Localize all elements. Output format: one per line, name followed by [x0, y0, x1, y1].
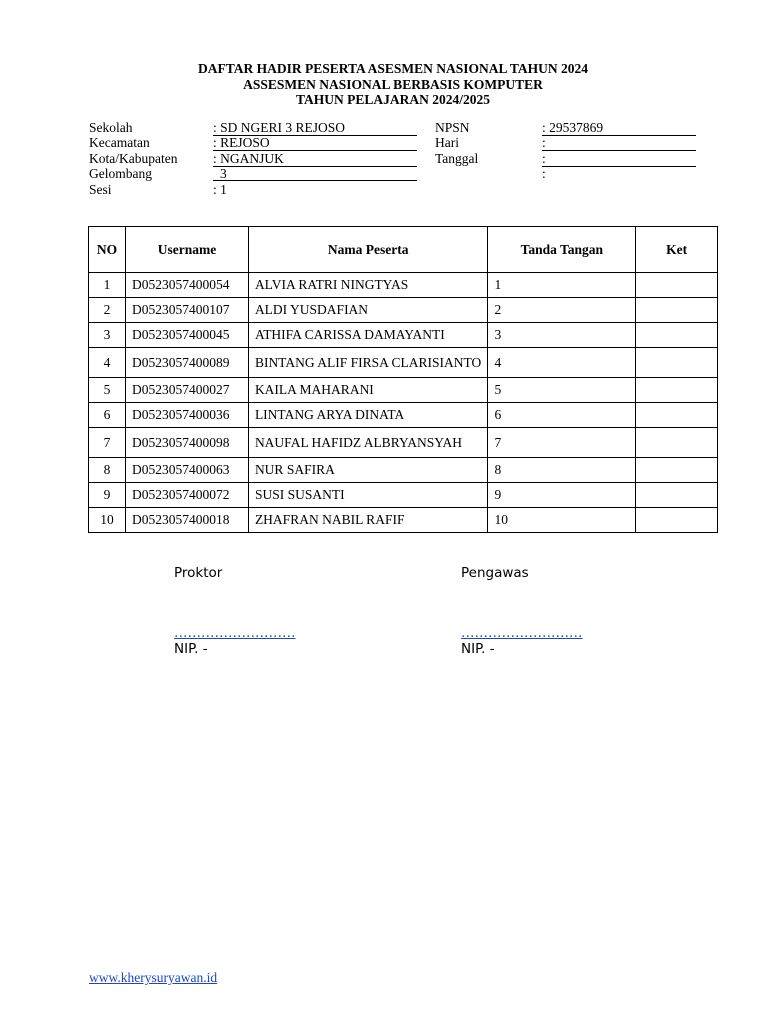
gelombang-value: 3 [213, 166, 417, 181]
table-row [89, 323, 718, 348]
pengawas-signature-line: ……………………… [461, 625, 583, 641]
row-no: 5 [89, 378, 126, 403]
row-ket [636, 403, 718, 428]
row-nama: ZHAFRAN NABIL RAFIF [248, 508, 488, 533]
row-ket [636, 483, 718, 508]
hari-label: Hari [435, 135, 459, 150]
row-ket [636, 323, 718, 348]
row-nama: ALDI YUSDAFIAN [248, 298, 488, 323]
row-username: D0523057400054 [125, 273, 248, 298]
header-no: NO [89, 227, 126, 273]
header-nama-peserta: Nama Peserta [248, 227, 488, 273]
table-row [89, 378, 718, 403]
row-nama: ATHIFA CARISSA DAMAYANTI [248, 323, 488, 348]
proktor-label: Proktor [174, 565, 223, 581]
proktor-signature-line: ……………………… [174, 625, 296, 641]
row-username: D0523057400036 [125, 403, 248, 428]
row-username: D0523057400027 [125, 378, 248, 403]
pengawas-nip: NIP. - [461, 641, 495, 657]
row-tanda-tangan: 6 [488, 403, 636, 428]
row-nama: SUSI SUSANTI [248, 483, 488, 508]
table-row [89, 458, 718, 483]
row-nama: ALVIA RATRI NINGTYAS [248, 273, 488, 298]
header-tanda-tangan: Tanda Tangan [488, 227, 636, 273]
proktor-nip: NIP. - [174, 641, 208, 657]
row-tanda-tangan: 10 [488, 508, 636, 533]
extra-value: : [542, 166, 546, 181]
row-no: 10 [89, 508, 126, 533]
row-tanda-tangan: 8 [488, 458, 636, 483]
table-row [89, 298, 718, 323]
npsn-label: NPSN [435, 120, 470, 135]
title-line-3: TAHUN PELAJARAN 2024/2025 [295, 92, 490, 107]
kecamatan-label: Kecamatan [89, 135, 150, 150]
row-no: 9 [89, 483, 126, 508]
row-username: D0523057400072 [125, 483, 248, 508]
table-row [89, 428, 718, 458]
row-no: 8 [89, 458, 126, 483]
row-ket [636, 298, 718, 323]
table-row [89, 403, 718, 428]
tanggal-value: : [542, 151, 696, 167]
header-username: Username [125, 227, 248, 273]
row-nama: NAUFAL HAFIDZ ALBRYANSYAH [248, 428, 488, 458]
row-tanda-tangan: 1 [488, 273, 636, 298]
sesi-value: : 1 [213, 182, 227, 197]
row-no: 4 [89, 348, 126, 378]
row-ket [636, 348, 718, 378]
tanggal-label: Tanggal [435, 151, 479, 166]
row-username: D0523057400098 [125, 428, 248, 458]
row-ket [636, 508, 718, 533]
footer-website-link[interactable]: www.kherysuryawan.id [89, 970, 218, 985]
table-row [89, 483, 718, 508]
row-tanda-tangan: 4 [488, 348, 636, 378]
title-line-1: DAFTAR HADIR PESERTA ASESMEN NASIONAL TAHUN 2024 [197, 61, 589, 76]
row-username: D0523057400063 [125, 458, 248, 483]
attendance-table [88, 226, 718, 533]
row-nama: LINTANG ARYA DINATA [248, 403, 488, 428]
row-tanda-tangan: 3 [488, 323, 636, 348]
row-username: D0523057400089 [125, 348, 248, 378]
row-ket [636, 428, 718, 458]
kota-label: Kota/Kabupaten [89, 151, 178, 166]
pengawas-label: Pengawas [461, 565, 529, 581]
table-row [89, 273, 718, 298]
row-nama: BINTANG ALIF FIRSA CLARISIANTO [248, 348, 488, 378]
row-username: D0523057400018 [125, 508, 248, 533]
row-nama: NUR SAFIRA [248, 458, 488, 483]
row-nama: KAILA MAHARANI [248, 378, 488, 403]
row-username: D0523057400045 [125, 323, 248, 348]
kecamatan-value: : REJOSO [213, 135, 417, 151]
sekolah-value: : SD NGERI 3 REJOSO [213, 120, 417, 136]
row-username: D0523057400107 [125, 298, 248, 323]
table-header-row [89, 227, 718, 273]
row-no: 7 [89, 428, 126, 458]
row-tanda-tangan: 9 [488, 483, 636, 508]
row-no: 3 [89, 323, 126, 348]
row-ket [636, 273, 718, 298]
header-ket: Ket [636, 227, 718, 273]
row-ket [636, 458, 718, 483]
table-row [89, 508, 718, 533]
row-tanda-tangan: 7 [488, 428, 636, 458]
title-line-2: ASSESMEN NASIONAL BERBASIS KOMPUTER [243, 76, 543, 92]
npsn-value: : 29537869 [542, 120, 696, 136]
row-no: 1 [89, 273, 126, 298]
row-ket [636, 378, 718, 403]
table-row [89, 348, 718, 378]
row-no: 6 [89, 403, 126, 428]
sesi-label: Sesi [89, 182, 112, 197]
kota-value: : NGANJUK [213, 151, 417, 167]
hari-value: : [542, 135, 696, 151]
row-no: 2 [89, 298, 126, 323]
gelombang-label: Gelombang [89, 166, 152, 181]
row-tanda-tangan: 5 [488, 378, 636, 403]
sekolah-label: Sekolah [89, 120, 133, 135]
row-tanda-tangan: 2 [488, 298, 636, 323]
document-title [0, 61, 768, 108]
